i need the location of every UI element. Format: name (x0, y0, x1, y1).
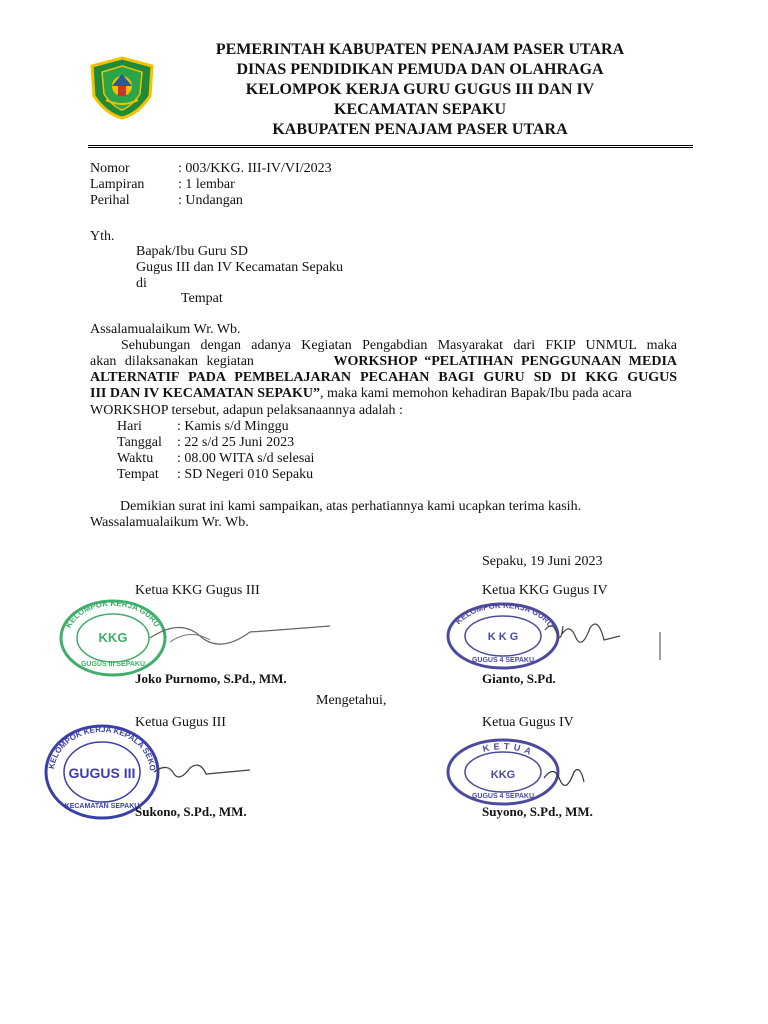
workshop-title-part-2 (90, 369, 677, 386)
left1-name: Joko Purnomo, S.Pd., MM. (135, 671, 287, 686)
stamp1-bottom-text: GUGUS III SEPAKU (80, 661, 146, 668)
signature-suyono (540, 760, 600, 800)
lampiran-value: : 1 lembar (178, 177, 235, 192)
left2-title: Ketua Gugus III (135, 715, 226, 730)
stamp4-ring-text: KETUA (481, 741, 537, 759)
place-date: Sepaku, 19 Juni 2023 (482, 554, 603, 569)
workshop-title-part-2-text: ALTERNATIF PADA PEMBELAJARAN PECAHAN BAGI GURU SD DI KKG GUGUS (90, 370, 677, 385)
signature-scribble-icon (540, 760, 600, 800)
signature-sukono (150, 752, 260, 792)
schedule-value-tempat: : SD Negeri 010 Sepaku (177, 467, 314, 482)
paragraph-line-5: WORKSHOP tersebut, adapun pelaksanaannya adalah : (90, 403, 403, 418)
stamp4-bottom-text: GUGUS 4 SEPAKU (471, 793, 535, 800)
nomor-value: : 003/KKG. III-IV/VI/2023 (178, 161, 332, 176)
closing-line-2: Wassalamualaikum Wr. Wb. (90, 515, 249, 530)
yth: Yth. (90, 229, 115, 244)
right2-title: Ketua Gugus IV (482, 715, 574, 730)
recipient-line-1: Bapak/Ibu Guru SD (136, 244, 248, 259)
greeting: Assalamualaikum Wr. Wb. (90, 322, 241, 337)
stamp2-ring-text: KELOMPOK KERJA GURU (453, 600, 556, 630)
perihal-value: : Undangan (178, 193, 243, 208)
letterhead-line-3: KELOMPOK KERJA GURU GUGUS III DAN IV (245, 81, 595, 98)
stamp4-center-text: KKG (490, 769, 516, 781)
schedule-value-waktu: : 08.00 WITA s/d selesai (177, 451, 315, 466)
svg-text:KELOMPOK KERJA KEPALA SEKOLAH (42, 722, 157, 771)
paragraph-line-4 (90, 385, 632, 402)
schedule-label-tempat: Tempat (117, 467, 159, 482)
stamp2-bottom-text: GUGUS 4 SEPAKU (471, 657, 535, 664)
stamp3-bottom-text: KECAMATAN SEPAKU (64, 803, 140, 810)
letterhead-rule (88, 145, 693, 148)
stamp2-center-text: K K G (487, 631, 519, 643)
letterhead-line-5: KABUPATEN PENAJAM PASER UTARA (272, 121, 568, 138)
stamp1-ring-text: KELOMPOK KERJA GURU (63, 598, 162, 630)
recipient-line-3: di (136, 276, 147, 291)
paragraph-line-1-text: Sehubungan dengan adanya Kegiatan Pengabdian Masyarakat dari FKIP UNMUL maka (121, 338, 677, 353)
left1-title: Ketua KKG Gugus III (135, 583, 260, 598)
paragraph-line-2 (90, 353, 677, 370)
closing-line-1: Demikian surat ini kami sampaikan, atas perhatiannya kami ucapkan terima kasih. (120, 499, 582, 514)
paragraph-line-4b: , maka kami memohon kehadiran Bapak/Ibu pada acara (319, 386, 632, 401)
right1-title: Ketua KKG Gugus IV (482, 583, 608, 598)
signature-scribble-icon (150, 752, 260, 792)
letterhead (130, 40, 710, 140)
right2-name: Suyono, S.Pd., MM. (482, 804, 593, 819)
schedule-value-hari: : Kamis s/d Minggu (177, 419, 289, 434)
schedule-label-waktu: Waktu (117, 451, 154, 466)
signature-scribble-icon (140, 608, 340, 658)
schedule-value-tanggal: : 22 s/d 25 Juni 2023 (177, 435, 295, 450)
stamp3-ring-text: KELOMPOK KERJA KEPALA SEKO (47, 724, 158, 772)
perihal-label: Perihal (90, 193, 130, 208)
nomor-label: Nomor (90, 161, 130, 176)
stamp3-center-text: GUGUS III (68, 765, 136, 781)
stamp-kkg-gugus-iv (445, 600, 565, 672)
lampiran-label: Lampiran (90, 177, 145, 192)
signature-scribble-icon (560, 612, 680, 662)
schedule-label-hari: Hari (117, 419, 142, 434)
stamp-kkg-gugus-iv-icon (445, 600, 565, 672)
recipient-line-2: Gugus III dan IV Kecamatan Sepaku (136, 260, 343, 275)
letterhead-line-2: DINAS PENDIDIKAN PEMUDA DAN OLAHRAGA (236, 61, 604, 78)
paragraph-line-1 (121, 337, 677, 354)
left2-name: Sukono, S.Pd., MM. (135, 804, 247, 819)
mengetahui: Mengetahui, (316, 693, 387, 708)
workshop-title-part-3: III DAN IV KECAMATAN SEPAKU” (90, 386, 320, 401)
paragraph-line-2a: akan dilaksanakan kegiatan (90, 354, 254, 369)
svg-text:KELOMPOK KERJA GURU (454, 601, 555, 630)
stamp1-center-text: KKG (98, 630, 128, 645)
recipient-line-4: Tempat (181, 291, 223, 306)
signature-gianto (560, 612, 680, 662)
letterhead-line-1: PEMERINTAH KABUPATEN PENAJAM PASER UTARA (215, 41, 625, 58)
right1-name: Gianto, S.Pd. (482, 671, 556, 686)
signature-joko (140, 608, 340, 658)
workshop-title-part-1: WORKSHOP “PELATIHAN PENGGUNAAN MEDIA (333, 354, 677, 369)
schedule-label-tanggal: Tanggal (117, 435, 162, 450)
letterhead-line-4: KECAMATAN SEPAKU (334, 101, 506, 118)
